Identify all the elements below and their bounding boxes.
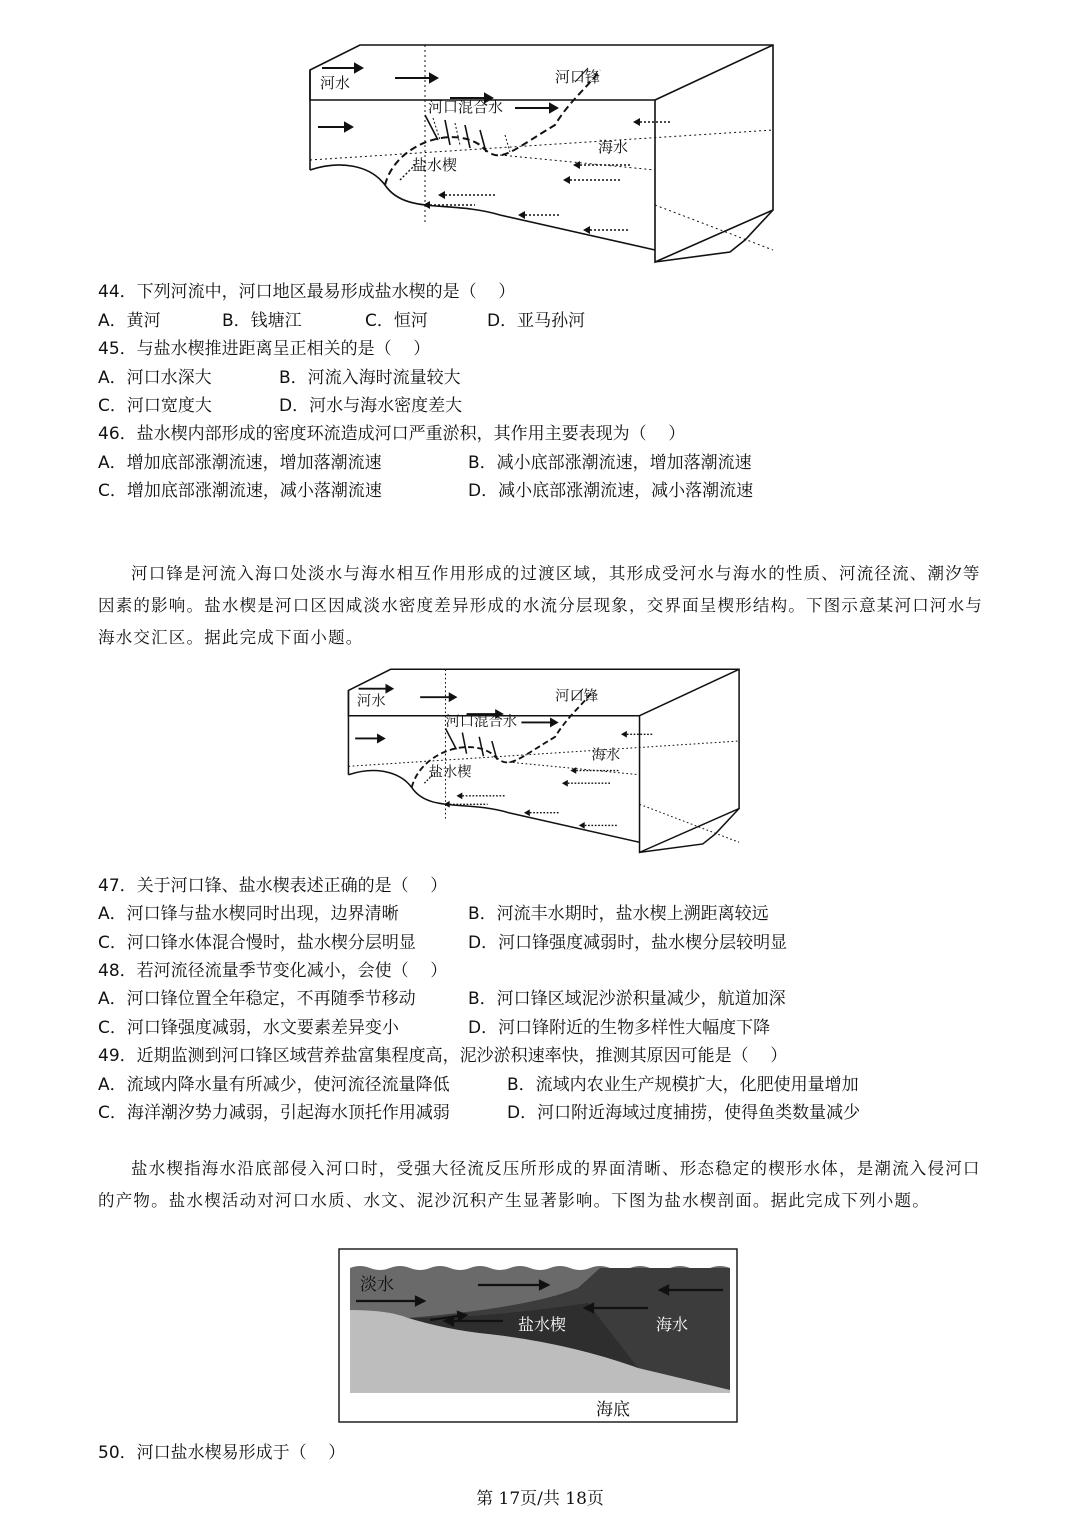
passage-salt-wedge: 盐水楔指海水沿底部侵入河口时，受强大径流反压所形成的界面清晰、形态稳定的楔形水体，是潮流入侵河口的产物。盐水楔活动对河口水质、水文、泥沙沉积产生显著影响。下图为盐水楔剖面。据此完成下列小题。 — [98, 1159, 981, 1210]
q47-option-c: C．河口锋水体混合慢时，盐水楔分层明显 — [98, 933, 416, 953]
label-river-water-2: 河水 — [356, 693, 386, 710]
q47-option-d: D．河口锋强度减弱时，盐水楔分层较明显 — [468, 933, 788, 953]
q49-option-c: C．海洋潮汐势力减弱，引起海水顶托作用减弱 — [98, 1103, 450, 1123]
q46-option-a: A．增加底部涨潮流速，增加落潮流速 — [98, 453, 382, 473]
label-salt-wedge-3: 盐水楔 — [518, 1315, 567, 1334]
question-50-stem: 50．河口盐水楔易形成于（ ） — [98, 1443, 346, 1463]
label-estuary-front: 河口锋 — [555, 68, 601, 86]
question-49-stem: 49．近期监测到河口锋区域营养盐富集程度高，泥沙淤积速率快，推测其原因可能是（ ） — [98, 1046, 788, 1066]
question-44-stem: 44．下列河流中，河口地区最易形成盐水楔的是（ ） — [98, 282, 516, 302]
page-footer: 第 17页/共 18页 — [476, 1489, 604, 1509]
q44-option-c: C．恒河 — [365, 311, 428, 331]
label-seabed: 海底 — [596, 1400, 630, 1420]
q48-option-d: D．河口锋附近的生物多样性大幅度下降 — [468, 1018, 771, 1038]
label-sea-water: 海水 — [598, 138, 629, 156]
q45-option-a: A．河口水深大 — [98, 368, 212, 388]
q49-option-a: A．流域内降水量有所减少，使河流径流量降低 — [98, 1075, 450, 1095]
q46-option-c: C．增加底部涨潮流速，减小落潮流速 — [98, 481, 382, 501]
label-fresh-water: 淡水 — [360, 1275, 394, 1295]
q47-option-b: B．河流丰水期时，盐水楔上溯距离较远 — [468, 904, 769, 924]
salt-wedge-profile-figure — [338, 1248, 738, 1423]
q48-option-b: B．河口锋区域泥沙淤积量减少，航道加深 — [468, 989, 786, 1009]
label-sea-water-2: 海水 — [591, 747, 621, 764]
q48-option-a: A．河口锋位置全年稳定，不再随季节移动 — [98, 989, 416, 1009]
estuary-block-diagram-2 — [340, 660, 745, 860]
question-45-stem: 45．与盐水楔推进距离呈正相关的是（ ） — [98, 339, 431, 359]
q49-option-b: B．流域内农业生产规模扩大，化肥使用量增加 — [507, 1075, 859, 1095]
label-mixed-water-2: 河口混合水 — [445, 713, 518, 730]
label-salt-wedge: 盐水楔 — [412, 156, 458, 174]
q45-option-b: B．河流入海时流量较大 — [279, 368, 461, 388]
estuary-block-diagram-1 — [300, 40, 780, 265]
question-46-stem: 46．盐水楔内部形成的密度环流造成河口严重淤积，其作用主要表现为（ ） — [98, 424, 686, 444]
label-estuary-front-2: 河口锋 — [555, 688, 599, 705]
label-sea-water-3: 海水 — [656, 1315, 689, 1334]
q48-option-c: C．河口锋强度减弱，水文要素差异变小 — [98, 1018, 399, 1038]
label-river-water: 河水 — [320, 74, 351, 92]
question-47-stem: 47．关于河口锋、盐水楔表述正确的是（ ） — [98, 876, 448, 896]
q46-option-b: B．减小底部涨潮流速，增加落潮流速 — [468, 453, 752, 473]
question-48-stem: 48．若河流径流量季节变化减小，会使（ ） — [98, 961, 448, 981]
q44-option-b: B．钱塘江 — [222, 311, 302, 331]
q47-option-a: A．河口锋与盐水楔同时出现，边界清晰 — [98, 904, 399, 924]
q45-option-d: D．河水与海水密度差大 — [279, 396, 463, 416]
label-mixed-water: 河口混合水 — [428, 98, 504, 116]
q44-option-a: A．黄河 — [98, 311, 161, 331]
q46-option-d: D．减小底部涨潮流速，减小落潮流速 — [468, 481, 754, 501]
q49-option-d: D．河口附近海域过度捕捞，使得鱼类数量减少 — [507, 1103, 861, 1123]
q45-option-c: C．河口宽度大 — [98, 396, 212, 416]
passage-estuary-front: 河口锋是河流入海口处淡水与海水相互作用形成的过渡区域，其形成受河水与海水的性质、河流径流、潮汐等因素的影响。盐水楔是河口区因咸淡水密度差异形成的水流分层现象，交界面呈楔形结构。下图示意某河口河水与海水交汇区。据此完成下面小题。 — [98, 564, 983, 647]
q44-option-d: D．亚马孙河 — [487, 311, 586, 331]
label-salt-wedge-2: 盐水楔 — [428, 764, 472, 781]
